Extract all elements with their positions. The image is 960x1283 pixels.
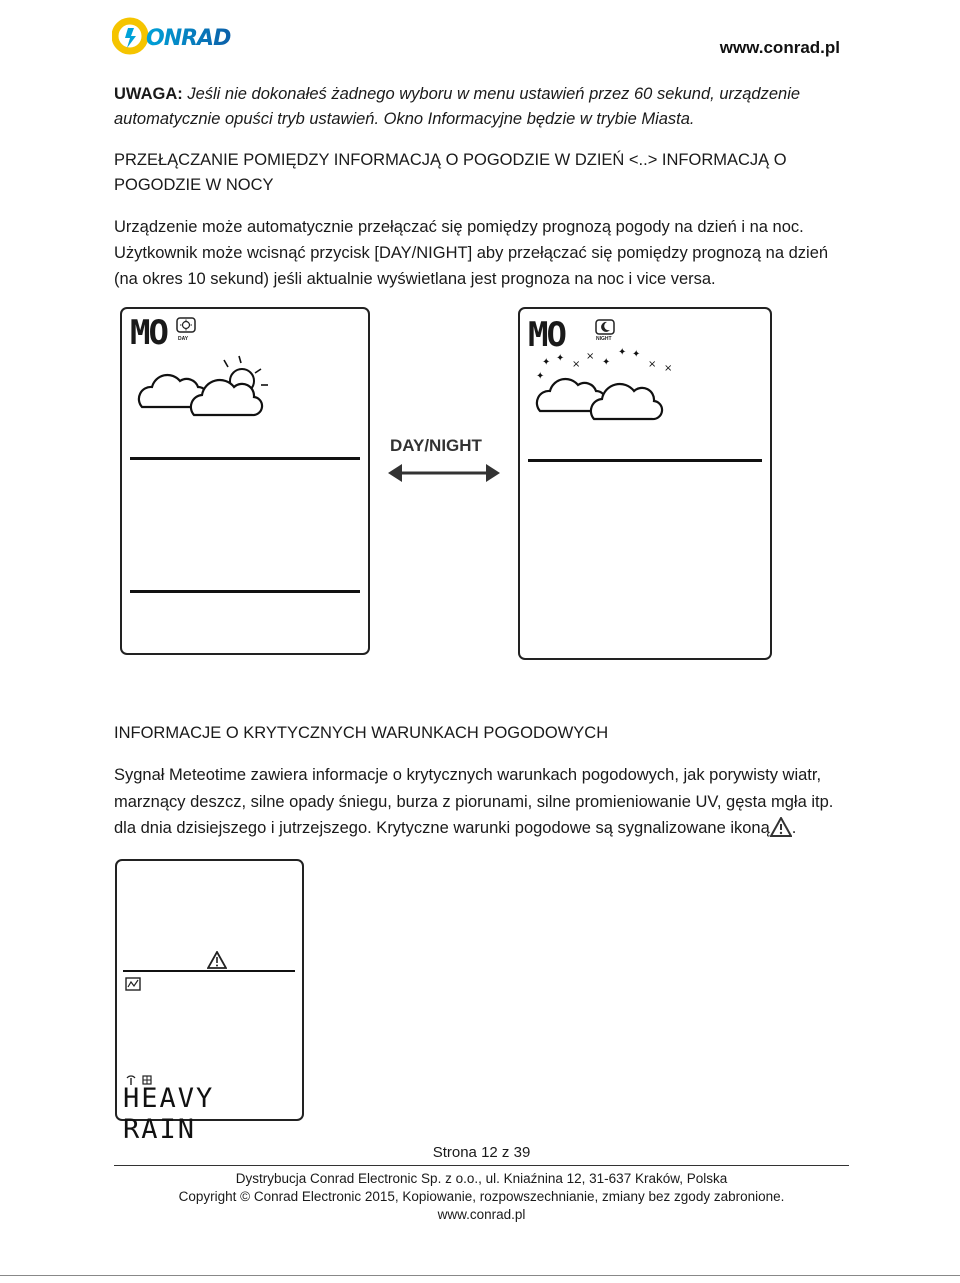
box-icon <box>125 977 141 996</box>
page-total: 39 <box>513 1144 531 1161</box>
day-weekday: MO <box>130 313 167 353</box>
header-site-link[interactable]: www.conrad.pl <box>719 38 840 57</box>
night-divider <box>528 459 762 462</box>
footer-address: Dystrybucja Conrad Electronic Sp. z o.o., ul. Kniaźnina 12, 31-637 Kraków, Polska <box>235 1171 728 1186</box>
night-weekday: MO <box>528 315 565 355</box>
svg-text:×: × <box>648 359 657 370</box>
svg-text:✦: ✦ <box>542 357 551 368</box>
note-paragraph <box>114 82 849 132</box>
svg-text:✦: ✦ <box>618 347 627 358</box>
section2-text: Sygnał Meteotime zawiera informacje o krytycznych warunkach pogodowych, jak porywisty wiatr, marznący deszcz, silne opady śniegu, burza z piorunami, silne promieniowanie UV, gęsta mgła itp. dla dnia dzisiejszego i jutrzejszego. Krytyczne warunki pogodowe są sygnalizowane ikoną <box>114 766 834 837</box>
svg-text:✦: ✦ <box>632 349 641 360</box>
section2-paragraph <box>114 762 849 846</box>
day-divider-top <box>130 457 360 460</box>
section2-end: . <box>791 819 797 837</box>
lcd-heavy-rain-text: HEAVY RAIN <box>123 1083 215 1145</box>
section2-heading: INFORMACJE O KRYTYCZNYCH WARUNKACH POGODOWYCH <box>114 724 609 742</box>
svg-text:✦: ✦ <box>602 357 611 368</box>
page-bottom-rule <box>0 1275 960 1276</box>
warning-divider <box>123 970 295 972</box>
conrad-logo <box>112 14 242 56</box>
partly-cloudy-night-icon <box>532 345 682 430</box>
day-lcd-display <box>120 307 370 655</box>
day-badge: DAY <box>178 336 189 342</box>
svg-text:✦: ✦ <box>536 371 545 382</box>
section1-heading: PRZEŁĄCZANIE POMIĘDZY INFORMACJĄ O POGODZIE W DZIEŃ <..> INFORMACJĄ O POGODZIE W NOCY <box>114 151 787 194</box>
svg-text:×: × <box>572 359 581 370</box>
svg-text:ONRAD: ONRAD <box>146 26 231 51</box>
conrad-logo-graphic <box>112 14 242 56</box>
note-text: Jeśli nie dokonałeś żadnego wyboru w menu ustawień przez 60 sekund, urządzenie automatycznie opuści tryb ustawień. Okno Informacyjne będzie w trybie Miasta. <box>114 85 801 128</box>
footer-divider <box>114 1165 849 1166</box>
double-arrow-icon <box>388 462 500 489</box>
page-number: 12 <box>481 1144 498 1161</box>
svg-text:×: × <box>664 363 673 374</box>
partly-cloudy-day-icon <box>134 351 274 426</box>
page-counter <box>114 1144 849 1161</box>
day-night-label: DAY/NIGHT <box>390 436 482 455</box>
footer-site-link[interactable]: www.conrad.pl <box>437 1207 526 1222</box>
svg-text:✦: ✦ <box>556 353 565 364</box>
page-prefix: Strona <box>432 1144 482 1161</box>
warning-icon <box>770 817 792 846</box>
page-mid: z <box>497 1144 514 1161</box>
day-divider-bottom <box>130 590 360 593</box>
section1-paragraph: Urządzenie może automatycznie przełączać się pomiędzy prognozą pogody na dzień i na noc. Użytkownik może wcisnąć przycisk [DAY/NIGHT] aby przełączać się pomiędzy prognozą na dzień (na okres 10 sekund) jeśli aktualnie wyświetlana jest prognoza na noc i vice versa. <box>114 218 829 288</box>
note-label: UWAGA: <box>114 85 183 103</box>
night-lcd-display <box>518 307 772 660</box>
warning-lcd-display <box>115 859 304 1145</box>
svg-text:×: × <box>586 351 595 362</box>
footer-copyright: Copyright © Conrad Electronic 2015, Kopiowanie, rozpowszechnianie, zmiany bez zgody zabronione. <box>178 1189 785 1204</box>
night-badge: NIGHT <box>596 336 612 342</box>
